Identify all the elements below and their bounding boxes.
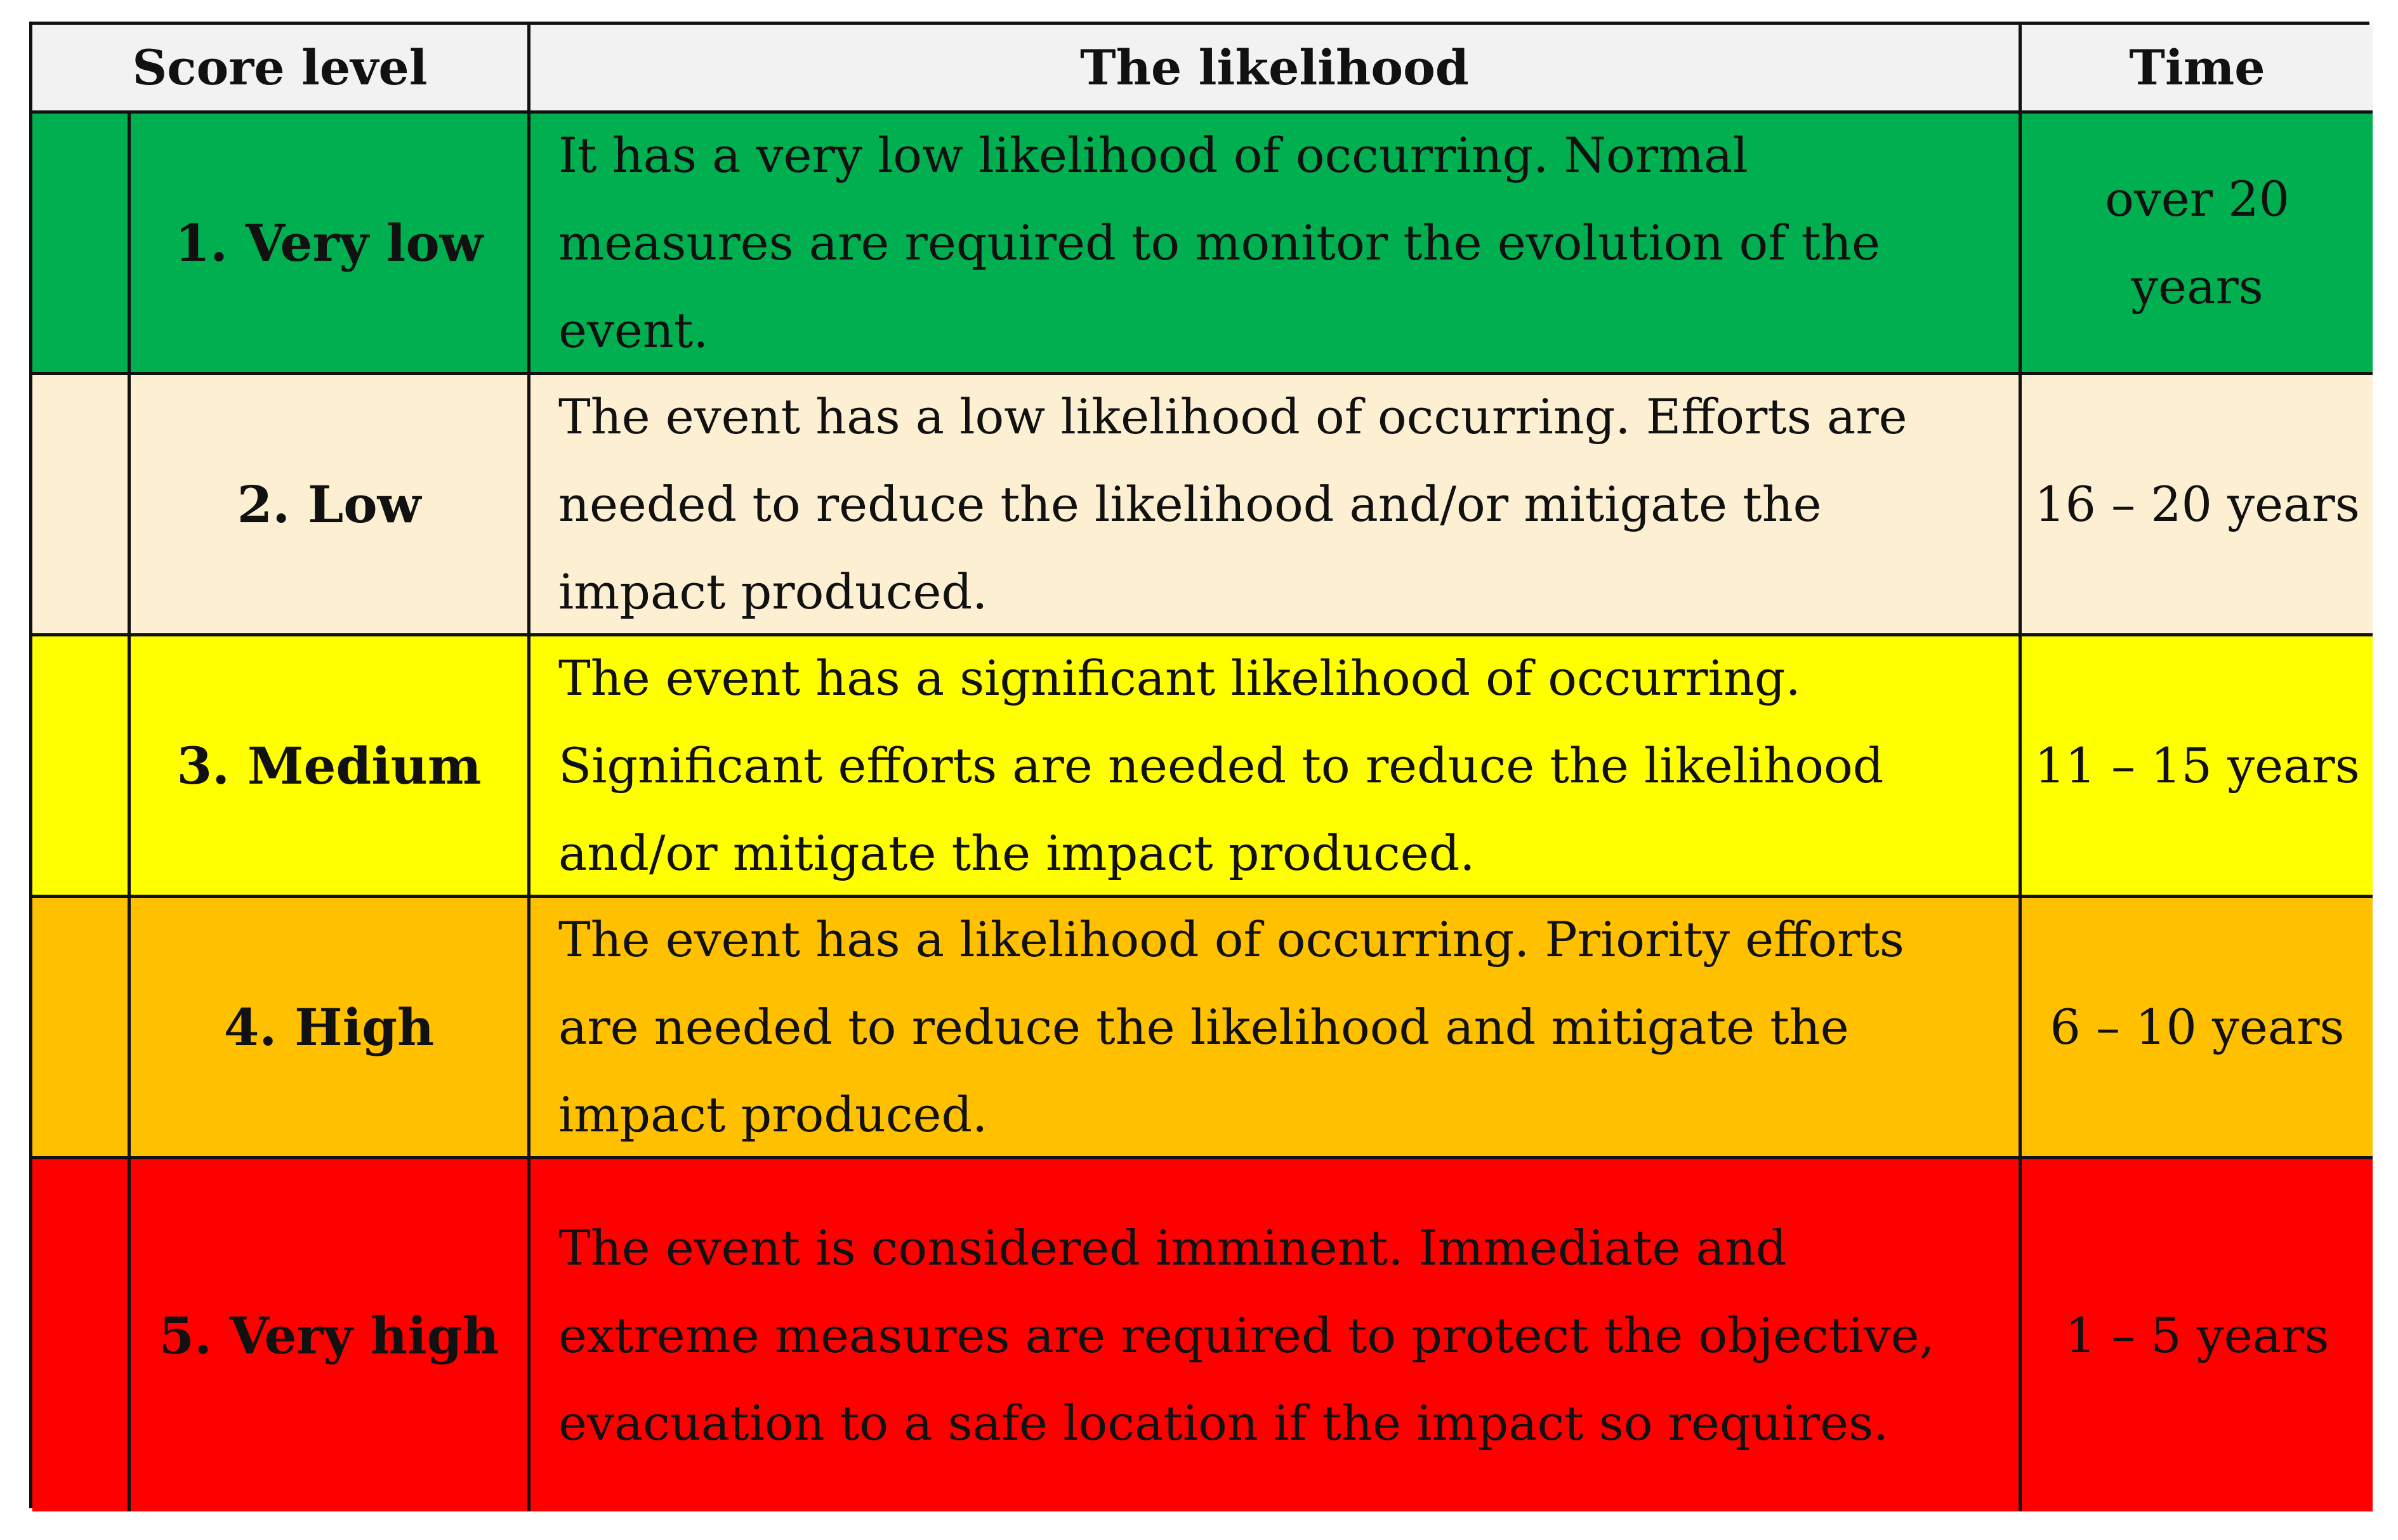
row-2-description [530,375,2022,636]
row-5-color-swatch [32,1159,131,1511]
row-3-description [530,636,2022,898]
row-2-color-swatch [32,375,131,636]
header-time: Time [2022,25,2373,114]
row-1-color-swatch [32,114,131,375]
row-4-time: 6 – 10 years [2022,898,2373,1159]
row-3-time: 11 – 15 years [2022,636,2373,898]
row-4-level: 4. High [131,898,530,1159]
likelihood-score-table [29,22,2369,1508]
row-5-description-text: The event is considered imminent. Immediate and extreme measures are required to protect the objective, evacuation to a safe location if the impact so requires. [558,1219,1935,1451]
row-2-level: 2. Low [131,375,530,636]
row-5-description [530,1159,2022,1511]
header-likelihood: The likelihood [530,25,2022,114]
row-1-description-text: It has a very low likelihood of occurring. Normal measures are required to monitor the evolution of the event. [558,126,1880,359]
row-3-description-text: The event has a significant likelihood of occurring. Significant efforts are needed to reduce the likelihood and/or mitigate the impact produced. [558,649,1884,881]
header-score-level: Score level [32,25,530,114]
row-2-time: 16 – 20 years [2022,375,2373,636]
row-4-color-swatch [32,898,131,1159]
row-3-color-swatch [32,636,131,898]
row-5-time: 1 – 5 years [2022,1159,2373,1511]
row-3-level: 3. Medium [131,636,530,898]
row-4-description-text: The event has a likelihood of occurring. Priority efforts are needed to reduce the likelihood and mitigate the impact produced. [558,911,1904,1143]
row-1-level: 1. Very low [131,114,530,375]
row-2-description-text: The event has a low likelihood of occurring. Efforts are needed to reduce the likelihood and/or mitigate the impact produced. [558,388,1907,620]
row-5-level: 5. Very high [131,1159,530,1511]
row-4-description [530,898,2022,1159]
row-1-description [530,114,2022,375]
row-1-time: over 20 years [2022,114,2373,375]
